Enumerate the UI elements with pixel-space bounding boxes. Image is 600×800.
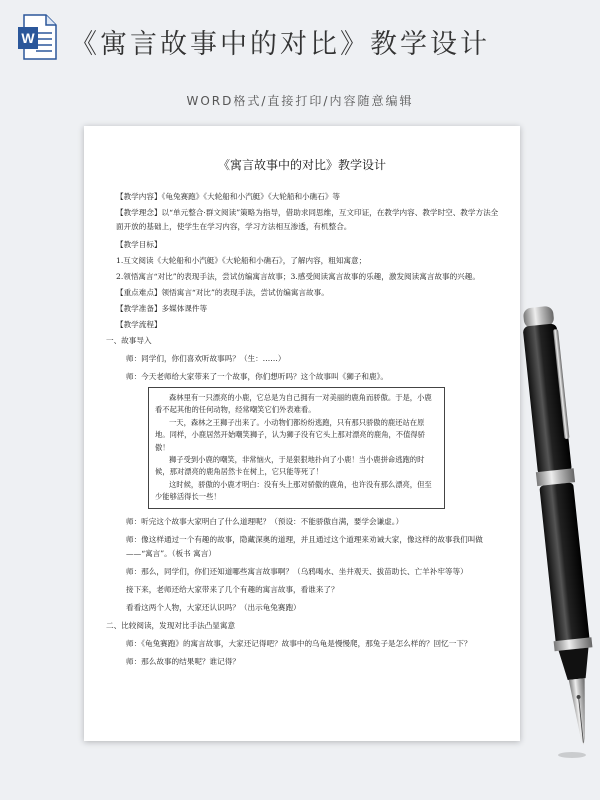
dialog-line: 接下来，老师还给大家带来了几个有趣的寓言故事，看谁来了？ — [126, 584, 339, 594]
page-subtitle: WORD格式/直接打印/内容随意编辑 — [186, 94, 414, 108]
dialog-line: 看看这两个人物，大家还认识吗？（出示龟兔赛跑） — [126, 602, 301, 612]
word-icon — [18, 14, 58, 60]
section-heading-1: 一、故事导入 — [106, 336, 152, 345]
teaching-content: 【教学内容】《龟兔赛跑》《大轮船和小汽艇》《大轮船和小礁石》等 — [116, 192, 341, 201]
dialog-line: 师：那么故事的结果呢？谁记得？ — [126, 656, 240, 666]
teaching-goal-1: 1.互文阅读《大轮船和小汽艇》《大轮船和小礁石》，了解内容，粗知寓意； — [116, 256, 367, 265]
dialog-line: 师：听完这个故事大家明白了什么道理呢？（预设：不能骄傲自满，要学会谦虚。） — [126, 516, 404, 526]
story-paragraph: 这时候，骄傲的小鹿才明白：没有头上那对骄傲的鹿角，也许没有那么漂亮，但至少能够活得长一些！ — [155, 479, 432, 502]
teaching-goals-label: 【教学目标】 — [116, 240, 162, 249]
story-box — [148, 387, 445, 509]
dialog-line: 师：《龟兔赛跑》的寓言故事，大家还记得吧？故事中的乌龟是慢慢爬，那兔子是怎么样的？回忆一下？ — [126, 638, 472, 648]
document-body — [106, 190, 502, 671]
key-points: 【重点难点】领悟寓言“对比”的表现手法，尝试仿编寓言故事。 — [116, 288, 329, 297]
story-paragraph: 狮子受到小鹿的嘲笑，非常恼火，于是狠狠地扑向了小鹿！当小鹿拼命逃跑的时候，那对漂亮的鹿角居然卡在树上，它只能等死了！ — [155, 455, 425, 477]
section-heading-2: 二、比较阅读，发现对比手法凸显寓意 — [106, 620, 236, 630]
document-title: 《寓言故事中的对比》教学设计 — [217, 158, 386, 172]
dialog-line: 师：同学们，你们喜欢听故事吗？（生：……） — [126, 354, 286, 363]
pen-icon — [520, 300, 600, 760]
dialog-line: 师：那么，同学们，你们还知道哪些寓言故事啊？（乌鸦喝水、坐井观天、拔苗助长、亡羊补牢等等） — [126, 566, 468, 576]
word-icon-letter: W — [21, 30, 35, 46]
document-page — [84, 126, 520, 741]
teaching-prep: 【教学准备】多媒体课件等 — [116, 304, 208, 313]
story-paragraph: 森林里有一只漂亮的小鹿，它总是为自己拥有一对美丽的鹿角而骄傲。于是，小鹿看不起其他的任何动物，经常嘲笑它们外表难看。 — [155, 393, 432, 415]
teaching-concept: 【教学理念】以“单元整合·群文阅读”策略为指导，借助求同思维，互文印证，在教学内容、教学时空、教学方法全面开放的基础上，使学生在学习内容，学习方法相互渗透，有机整合。 — [116, 208, 499, 231]
teaching-goal-2: 2.领悟寓言“对比”的表现手法，尝试仿编寓言故事；3.感受阅读寓言故事的乐趣，激发阅读寓言故事的兴趣。 — [116, 272, 480, 281]
page-title: 《寓言故事中的对比》教学设计 — [70, 29, 490, 60]
dialog-line: 师：像这样通过一个有趣的故事，隐藏深奥的道理，并且通过这个道理来劝诫大家，像这样的故事我们叫做——“寓言”。（板书 寓言） — [126, 534, 483, 558]
dialog-line: 师：今天老师给大家带来了一个故事，你们想听吗？这个故事叫《狮子和鹿》。 — [126, 372, 388, 381]
teaching-process-label: 【教学流程】 — [116, 320, 162, 329]
story-paragraph: 一天，森林之王狮子出来了。小动物们都纷纷逃跑，只有那只骄傲的鹿还站在原地。同样，小鹿居然开始嘲笑狮子，认为狮子没有它头上那对漂亮的鹿角，不值得骄傲！ — [155, 417, 425, 452]
